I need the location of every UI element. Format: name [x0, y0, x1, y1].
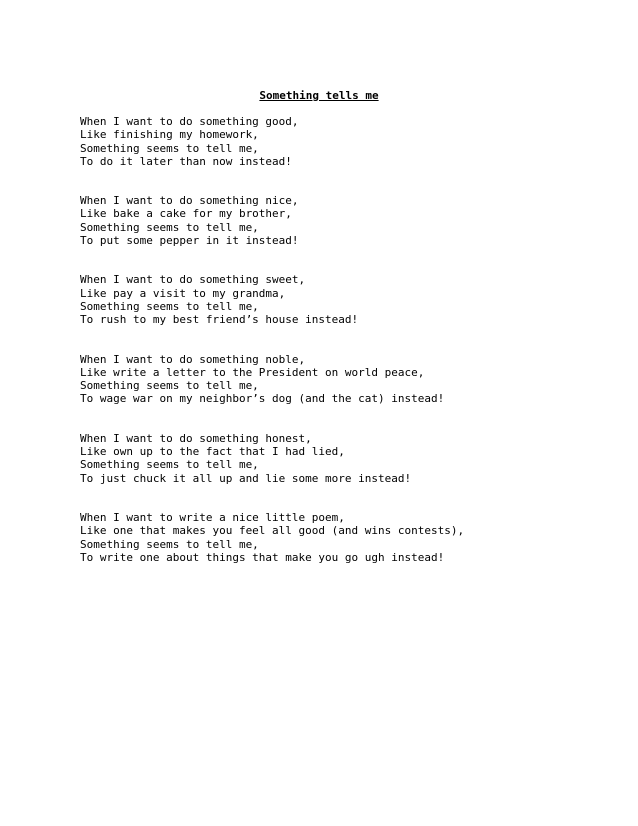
poem-line: When I want to do something nice,: [80, 194, 299, 208]
poem-line: When I want to do something noble,: [80, 352, 306, 366]
poem-line: To rush to my best friend’s house instead!: [80, 313, 359, 327]
stanza: [80, 353, 620, 406]
poem-line: Something seems to tell me,: [80, 141, 259, 155]
poem-line: Like bake a cake for my brother,: [80, 207, 292, 221]
poem-line: Like write a letter to the President on world peace,: [80, 365, 425, 379]
stanza: [80, 273, 620, 326]
stanza: [80, 511, 620, 564]
poem-title: Something tells me: [259, 89, 379, 102]
poem-line: To do it later than now instead!: [80, 154, 292, 168]
poem-line: Like finishing my homework,: [80, 128, 259, 142]
poem-line: To wage war on my neighbor’s dog (and the cat) instead!: [80, 392, 445, 406]
poem-line: Something seems to tell me,: [80, 220, 259, 234]
stanza: [80, 115, 620, 168]
poem-line: Like pay a visit to my grandma,: [80, 286, 286, 300]
poem-line: Something seems to tell me,: [80, 458, 259, 472]
poem-line: When I want to do something honest,: [80, 431, 312, 445]
poem-line: When I want to write a nice little poem,: [80, 510, 345, 524]
poem-line: Like one that makes you feel all good (and wins contests),: [80, 524, 465, 538]
poem-line: To write one about things that make you go ugh instead!: [80, 550, 445, 564]
poem-line: Something seems to tell me,: [80, 299, 259, 313]
poem-body: [80, 115, 620, 590]
poem-line: To just chuck it all up and lie some more instead!: [80, 471, 412, 485]
stanza: [80, 194, 620, 247]
poem-line: To put some pepper in it instead!: [80, 234, 299, 248]
poem-line: Something seems to tell me,: [80, 379, 259, 393]
poem-line: Like own up to the fact that I had lied,: [80, 445, 345, 459]
stanza: [80, 432, 620, 485]
poem-line: When I want to do something sweet,: [80, 273, 306, 287]
poem-line: Something seems to tell me,: [80, 537, 259, 551]
poem-line: When I want to do something good,: [80, 115, 299, 128]
